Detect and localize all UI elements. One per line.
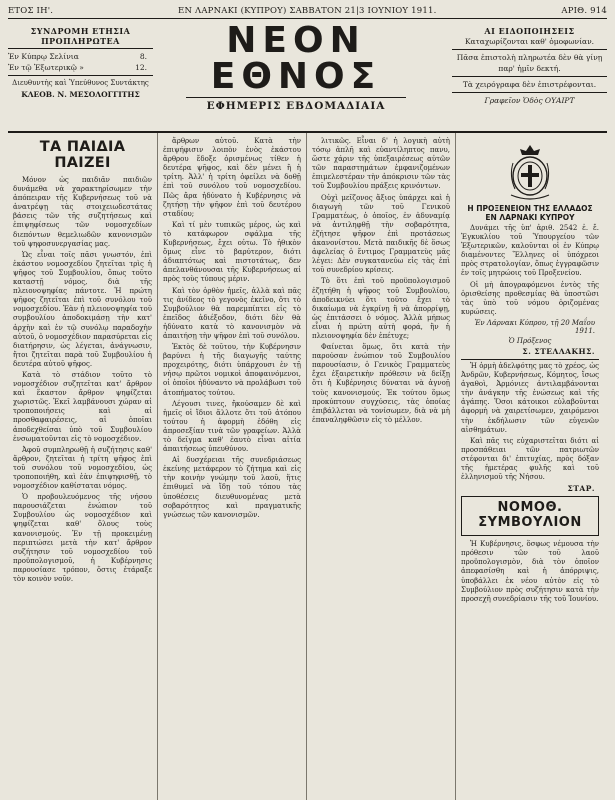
article-paragraph: Ἡ ὁρμὴ ἀδελφότης μας τὸ χρέος, ὡς Ἀνδρῶν, Κυβερνήσεως, Κόμητος, ἴσως ἀγαθοὶ, Ἁρμόνιες ἀντιλαμβάνονται τὴν ἀνάγκην τῆς ἑνώσεως καὶ τῆς ἀγάπης. Ὅσοι κάτοικοι εὐλαβοῦνται ἀφορμὴ νὰ χαιρετίσωμεν, χαιρόμενοι τὴν ἐκδήλωσιν τῶν εὐγενῶν αἰσθημάτων. xyxy=(461,361,599,434)
article-paragraph: Ὁ προβουλευόμενος τῆς νήσου παρουσιάζεται ἐνώπιον τοῦ Συμβουλίου ὡς νομοσχέδιον καὶ ψηφίζεται καθ' ὅλους τοὺς κανονισμούς. Ἐν τῇ προκειμένῃ περιπτώσει μετὰ τὴν κατ' ἄρθρον συζήτησιν τοῦ νομοσχεδίου τοῦ προϋπολογισμοῦ, ἡ Κυβέρνησις παρουσίασε τρόπον, ὅστις ἐτάραξε τὸν κοινὸν νοῦν. xyxy=(13,493,152,584)
price-row: Ἐν Κύπρῳ Σελίνια 8. xyxy=(8,52,147,61)
divider xyxy=(8,75,153,76)
article-paragraph: Αἱ δυσχέρειαι τῆς συνεδριάσεως ἐκείνης μετάφερον τὸ ζήτημα καὶ εἰς τὴν κοινὴν γνώμην τοῦ λαοῦ, ἥτις ἐπιθυμεῖ νὰ ἴδῃ τοῦ τόπου τὰς ὑποθέσεις διευθυνομένας μετὰ σοβαρότητος καὶ πραγματικῆς γνώσεως τῶν κανονισμῶν. xyxy=(163,456,301,519)
article-paragraph: λιτικῶς. Εἶναι δ' ἡ λογικὴ αὐτὴ τόσῳ ἁπλῆ καὶ εὐαντίληπτος πανυ, ὥστε χάριν τῆς ὑπεξαιρέσεως αὐτῶν τῶν παραστημάτων ἐμφανιζομένων ἐπιμελεστέραν τὴν ἀπόκρισιν τῶν τὰς τοῦ Συμβουλίου πράξεις κρινόντων. xyxy=(312,137,450,191)
article-paragraph: Λέγουσι τινες, ἤκούσαμεν δὲ καὶ ἡμεῖς οἱ ἴδιοι ἄλλοτε ὅτι τοῦ ἀτόπου τούτου ἡ ἀφορμὴ ἐδόθη εἰς ἀπροσεξίαν τινὰ τῶν γραφείων. Ἀλλὰ τὸ δεῖγμα καθ' ἑαυτὸ εἶναι αἰτία ἀπαιτήσεως ὑπευθύνου. xyxy=(163,399,301,454)
volume-year: ΕΤΟΣ ΙΗ'. xyxy=(8,6,54,16)
notice-date: Ἐν Λάρνακι Κύπρου, τῇ 20 Μαΐου 1911. xyxy=(474,318,595,335)
subscription-title: ΣΥΝΔΡΟΜΗ ΕΤΗΣΙΑ ΠΡΟΠΛΗΡΩΤΕΑ xyxy=(30,26,131,46)
notices-line: Πᾶσα ἐπιστολὴ πληρωτέα δὲν θὰ γίνῃ παρ' ἡμῖν δεκτή. xyxy=(456,53,603,73)
price-row: Ἐν τῷ Ἐξωτερικῷ » 12. xyxy=(8,63,147,72)
column-2 xyxy=(157,133,306,800)
article-paragraph: Οὐχὶ μεῖζονος ἄξιος ὑπάρχει καὶ ἡ διαγωγὴ τῶν τοῦ Γενικοῦ Γραμματέως, ὁ ὁποῖος, ἐν ἀδυναμίᾳ νὰ ἀντιληφθῇ τὴν σοβαρότητα, ἐζήτησε ψῆφον ἐπὶ προτάσεως ἀκανονίστου. Μετὰ παιδικῆς δὲ ὅσως ἀφελείας ὁ ἔντιμος Γραμματεὺς μᾶς λέγει: Δὲν συγκατανεύω εἰς τὰς ἐπὶ τοῦ συνεδρίου κρίσεις. xyxy=(312,193,450,275)
top-info-bar xyxy=(8,4,607,19)
subscription-box xyxy=(8,26,153,100)
article-paragraph: Κατὰ τὸ στάδιον τοῦτο τὸ νομοσχέδιον συζητεῖται κατ' ἄρθρον καὶ ἕκαστον ἄρθρον ψηφίζεται χωριστῶς. Ἐκεῖ λαμβάνουσι χώραν αἱ τροποποιήσεις καὶ αἱ προσθαφαιρέσεις, αἱ ὁποῖαι ἀποδεχθείσαι ὑπὸ τοῦ Συμβουλίου ἐνσωματοῦνται εἰς τὸ νομοσχέδιον. xyxy=(13,370,152,443)
article-headline: ΤΑ ΠΑΙΔΙΑ ΠΑΙΖΕΙ xyxy=(39,139,126,171)
notice-paragraph: Οἱ μὴ ἀπογραφόμενοι ἐντὸς τῆς ὁρισθείσης προθεσμίας θὰ ὑποστῶσι τὰς ὑπὸ τοῦ νόμου ὁριζομένας κυρώσεις. xyxy=(461,280,599,316)
article-paragraph: Καὶ τὸν ὁρθὸν ἡμεῖς, ἀλλὰ καὶ πᾶς τις ἀνίδεος τὸ γεγονὸς ἐκεῖνο, ὅτι τὸ Συμβούλιον θὰ παρεμπίπτει εἰς τὸ ἐπεῖδος ἀδιέξοδον, διότι δὲν θὰ ἠδύνατο κατὰ τὸ κανονισμὸν νὰ ἀπαιτήσῃ τὴν ψῆφον ἐπὶ τοῦ συνόλου. xyxy=(163,286,301,340)
editor-line: Διευθυντὴς καὶ Ὑπεύθυνος Συντάκτης xyxy=(12,79,149,87)
article-paragraph: Ὡς εἶναι τοῖς πᾶσι γνωστόν, ἐπὶ ἑκάστου νομοσχεδίου ζητεῖται τρὶς ἡ ψῆφος τοῦ Συμβουλίου, ὅπως τοῦτο καταστῇ νόμος, διὰ τῆς πλειονοψηφίας πάντοτε. Ἡ πρώτη ψῆφος ζητεῖται ἐπὶ τοῦ συνόλου τοῦ νομοσχεδίου. Ἐὰν ἡ πλειονοψηφία τοῦ συμβουλίου ἀποδοκιμάσῃ τὴν κατ' ἀρχὴν καὶ ἐν τῷ συνόλῳ παραδοχὴν αὐτοῦ, ὁ νομοσχέδιον παρασύρεται εἰς διατήρησιν, ὡς λέγεται, ἀνάγνωσιν, ἤτοι ζητεῖται παρὰ τοῦ Συμβουλίου ἡ δευτέρα αὐτοῦ ψῆφος. xyxy=(13,250,152,368)
article-signature: ΣΤΑΡ. xyxy=(567,484,595,494)
office-address: Γραφεῖον Ὁδὸς ΟΥΑΙΡΤ xyxy=(484,96,575,105)
notices-line: Τὰ χειρόγραφα δὲν ἐπιστρέφονται. xyxy=(462,80,597,89)
divider xyxy=(461,359,599,360)
notices-title: ΑΙ ΕΙΔΟΠΟΙΗΣΕΙΣ xyxy=(484,26,575,36)
nameplate-block xyxy=(186,20,406,112)
divider xyxy=(452,92,607,93)
section-frame xyxy=(461,496,599,536)
notice-role: Ὁ Πρόξενος xyxy=(508,336,552,345)
dateline: ΕΝ ΛΑΡΝΑΚΙ (ΚΥΠΡΟΥ) ΣΑΒΒΑΤΟΝ 21|3 ΙΟΥΝΙΟΥ 1911. xyxy=(178,6,437,16)
column-4 xyxy=(455,133,604,800)
divider xyxy=(452,49,607,50)
article-paragraph: Τὸ ὅτι ἐπὶ τοῦ προϋπολογισμοῦ ἐζητήθη ἡ ψῆφος τοῦ Συμβουλίου, ἀποδεικνύει ὅτι τοῦτο ἔχει τὸ δικαίωμα νὰ ἐγκρίνῃ ἢ νὰ ἀπορρίψῃ, ὡς ἐπιτάσσει ὁ νόμος. Ἀλλὰ μήπως εἶναι ἡ πρώτη αὐτὴ φορά, ἣν ἡ πλειονοψηφία δὲν ἐπέτυχε; xyxy=(312,277,450,340)
newspaper-subtitle: ΕΦΗΜΕΡΙΣ ΕΒΔΟΜΑΔΙΑΙΑ xyxy=(186,97,406,112)
notices-line: Καταχωρίζονται καθ' ὁμοφωνίαν. xyxy=(464,37,595,46)
issue-number: ΑΡΙΘ. 914 xyxy=(561,6,607,16)
article-paragraph: Καὶ τί μὲν τυπικῶς μέρος, ὡς καὶ τὸ κατάφωρον σφάλμα τῆς Κυβερνήσεως, ἔχει οὐτω. Τὸ ἠθικὸν ὅμως εἶνε τὸ βαρύτερον, διότι ἀδιαπτότως καὶ πιστοτάτως, δεν ἀπελανθάνουσαι τῆς Κυβερνήσεως αἱ πρὸς τοὺς τύπους μέριν. xyxy=(163,220,301,284)
divider xyxy=(452,76,607,77)
article-paragraph: Καὶ πᾶς τις εὐχαριστεῖται διότι αἱ προσπάθειαι τῶν πατριωτῶν στέφονται δι' ἐπιτυχίας, πρὸς δόξαν τῆς ἡμετέρας φυλῆς καὶ τοῦ ἑλληνισμοῦ τῆς Νήσου. xyxy=(461,436,599,482)
editor-name: ΚΛΕΟΒ. Ν. ΜΕΣΟΛΟΓΓΙΤΗΣ xyxy=(21,90,140,99)
masthead xyxy=(8,19,607,133)
greek-coat-of-arms-icon xyxy=(507,143,553,201)
article-paragraph: Ἐκτὸς δὲ τοῦτου, τὴν Κυβέρνησιν βαρύνει ἡ τῆς διαγωγῆς ταύτης προχειρότης, διότι ὑπάρχουσι ἐν τῇ νήσῳ πρῶτοι νομικοὶ ἀποφαινόμενοι, οἱ ὁποῖοι ἠδύναντο νὰ προλάβωσι τοῦ ἀτοπήματος τούτου. xyxy=(163,343,301,397)
column-3 xyxy=(306,133,455,800)
article-paragraph: ἄρθρων αὐτοῦ. Κατὰ τὴν ἐπιψήφισιν λοιπὸν ἑνὸς ἑκάστου ἄρθρου ἔδοξε ὁρισμένως τίθεν ἡ δευτέρα ψῆφος, καὶ δὲν μένει ἢ ἡ τρίτη. Ἀλλ' ἡ τρίτη ὀφείλει νὰ δοθῇ ἐπὶ τοῦ συνόλου τοῦ νομοσχεδίου. Πῶς ἄρα ἠδύνατο ἡ Κυβέρνησις νὰ ζητήσῃ τὴν ψῆφον ἐπὶ τοῦ δευτέρου σταδίου; xyxy=(163,137,301,218)
article-paragraph: Ἡ Κυβέρνησις, ὅσφως νέμουσα τὴν πρόθεσιν τῶν τοῦ λαοῦ προϋπολογισμὸν, διὰ τὸν ὁποῖον ἀπεφασίσθη καὶ ἡ ἀπόρριψις, ὑποβάλλει ἐκ νέου αὐτὸν εἰς τὸ Συμβούλιον πρὸς συζήτησιν κατὰ τὴν προσεχῆ συνεδρίασιν τῆς τοῦ Ἰουνίου. xyxy=(461,540,599,603)
article-columns xyxy=(8,133,607,800)
article-paragraph: Μόνον ὡς παιδιᾶν παιδιῶν δυνάμεθα νὰ χαρακτηρίσωμεν τὴν ἀπόπειραν τῆς Κυβερνήσεως τοῦ νὰ ἀνατρέψῃ τὰς στοιχειωδεστάτας βάσεις τῶν τῆς συζητήσεως καὶ ἐπιψηφίσεως τῶν νομοσχεδίων διεπόντων θεμελιωδῶν κανονισμῶν τοῦ ψηφοσυνεργασίας μας. xyxy=(13,176,152,248)
article-paragraph: Φαίνεται ὅμως, ὅτι κατὰ τὴν παρούσαν ἐνώπιον τοῦ Συμβουλίου παρουσίασιν, ὁ Γενικὸς Γραμματεὺς ἔχει ἐξαιρετικὴν πρόθεσιν νὰ δείξῃ ὅτι ἡ Κυβέρνησις δύναται νὰ ἀγνοῇ τοὺς κανονισμούς. Ἐκ τούτου ὅμως προκύπτουν συγχύσεις, τὰς ὁποίας ἐπιβάλλεται νὰ τονίσωμεν, διὰ νὰ μὴ ἐπαναληφθῶσιν εἰς τὸ μέλλον. xyxy=(312,343,450,424)
article-paragraph: Ἀφοῦ συμπληρωθῇ ἡ συζήτησις καθ' ἄρθρον, ζητεῖται ἡ τρίτη ψῆφος ἐπὶ τοῦ συνόλου τοῦ νομοσχεδίου, ὡς τροποποιήθη, καὶ ἐὰν ἐπιψηφισθῇ, τὸ νομοσχέδιον καθίσταται νόμος. xyxy=(13,445,152,491)
divider xyxy=(8,48,153,49)
newspaper-title: ΝΕΟΝ ΕΘΝΟΣ xyxy=(210,20,382,97)
notices-box xyxy=(452,26,607,106)
notice-signature: Σ. ΣΤΕΛΛΑΚΗΣ. xyxy=(522,346,595,356)
consulate-notice-title: Η ΠΡΟΞΕΝΕΙΟΝ ΤΗΣ ΕΛΛΑΔΟΣ ΕΝ ΛΑΡΝΑΚΙ ΚΥΠΡΟΥ xyxy=(467,204,593,222)
section-headline: ΝΟΜΟΘ. ΣΥΜΒΟΥΛΙΟΝ xyxy=(478,500,582,531)
column-1 xyxy=(8,133,157,800)
notice-paragraph: Δυνάμει τῆς ὑπ' ἀριθ. 2542 ἐ. ἔ. Ἐγκυκλίου τοῦ Ὑπουργείου τῶν Ἐξωτερικῶν, καλοῦνται οἱ ἐν Κύπρῳ διαμένοντες Ἕλληνες οἱ ὑπόχρεοι πρὸς στρατολογίαν, ὅπως ἐγγραφῶσιν ἐν τοῖς μητρώοις τοῦ Προξενείου. xyxy=(461,224,599,278)
